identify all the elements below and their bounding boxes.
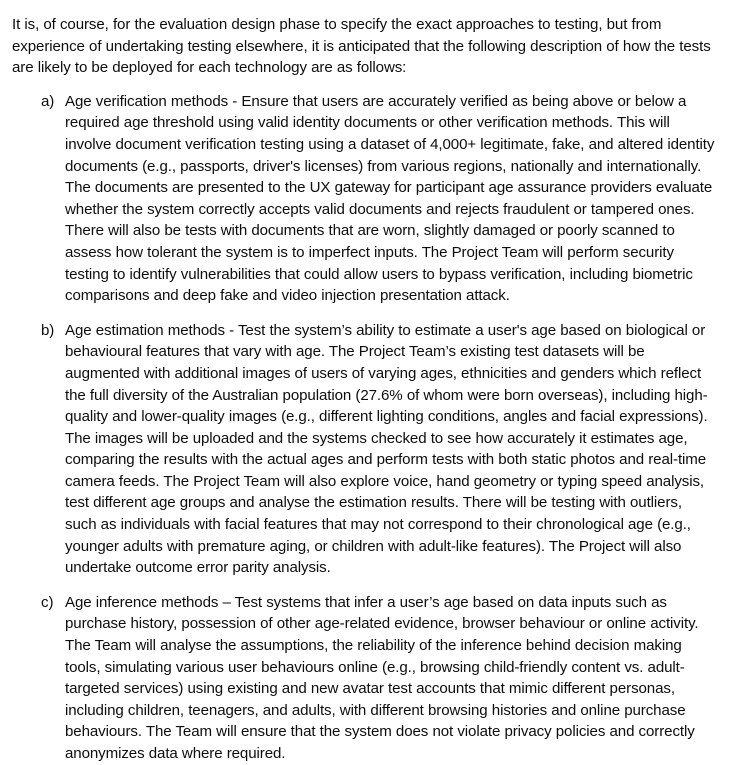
intro-paragraph: It is, of course, for the evaluation design phase to specify the exact approaches to testing, but from experience of undertaking testing elsewhere, it is anticipated that the following description of how the tests are likely to be deployed for each technology are as follows:	[12, 16, 711, 77]
list-item-marker: c)	[41, 593, 54, 611]
testing-approaches-list	[12, 91, 716, 765]
list-item-marker: b)	[41, 321, 55, 339]
list-item-text: Age inference methods – Test systems that infer a user’s age based on data inputs such as purchase history, possession of other age-related evidence, browser behaviour or online activity. The Team will analyse the assumptions, the reliability of the inference behind decision making tools, simulating various user behaviours online (e.g., browsing child-friendly content vs. adult-targeted services) using existing and new avatar test accounts that mimic different personas, including children, teenagers, and adults, with different browsing histories and online purchase behaviours. The Team will ensure that the system does not violate privacy policies and correctly anonymizes data where required.	[65, 593, 699, 762]
list-item-marker: a)	[41, 92, 55, 110]
list-item	[12, 320, 716, 579]
list-item	[12, 91, 716, 307]
list-item	[12, 592, 716, 765]
list-item-text: Age verification methods - Ensure that users are accurately verified as being above or below a required age threshold using valid identity documents or other verification methods. This will involve document verification testing using a dataset of 4,000+ legitimate, fake, and altered identity documents (e.g., passports, driver's licenses) from various regions, nationally and internationally. The documents are presented to the UX gateway for participant age assurance providers evaluate whether the system correctly accepts valid documents and rejects fraudulent or tampered ones. There will also be tests with documents that are worn, slightly damaged or poorly scanned to assess how tolerant the system is to imperfect inputs. The Project Team will perform security testing to identify vulnerabilities that could allow users to bypass verification, including biometric comparisons and deep fake and video injection presentation attack.	[65, 92, 715, 305]
list-item-text: Age estimation methods - Test the system’s ability to estimate a user's age based on biological or behavioural features that vary with age. The Project Team’s existing test datasets will be augmented with additional images of users of varying ages, ethnicities and genders which reflect the full diversity of the Australian population (27.6% of whom were born overseas), including high-quality and lower-quality images (e.g., different lighting conditions, angles and facial expressions). The images will be uploaded and the systems checked to see how accurately it estimates age, comparing the results with the actual ages and perform tests with both static photos and real-time camera feeds. The Project Team will also explore voice, hand geometry or typing speed analysis, test different age groups and analyse the estimation results. There will be testing with outliers, such as individuals with facial features that may not correspond to their chronological age (e.g., younger adults with premature aging, or children with adult-like features). The Project will also undertake outcome error parity analysis.	[65, 321, 708, 577]
